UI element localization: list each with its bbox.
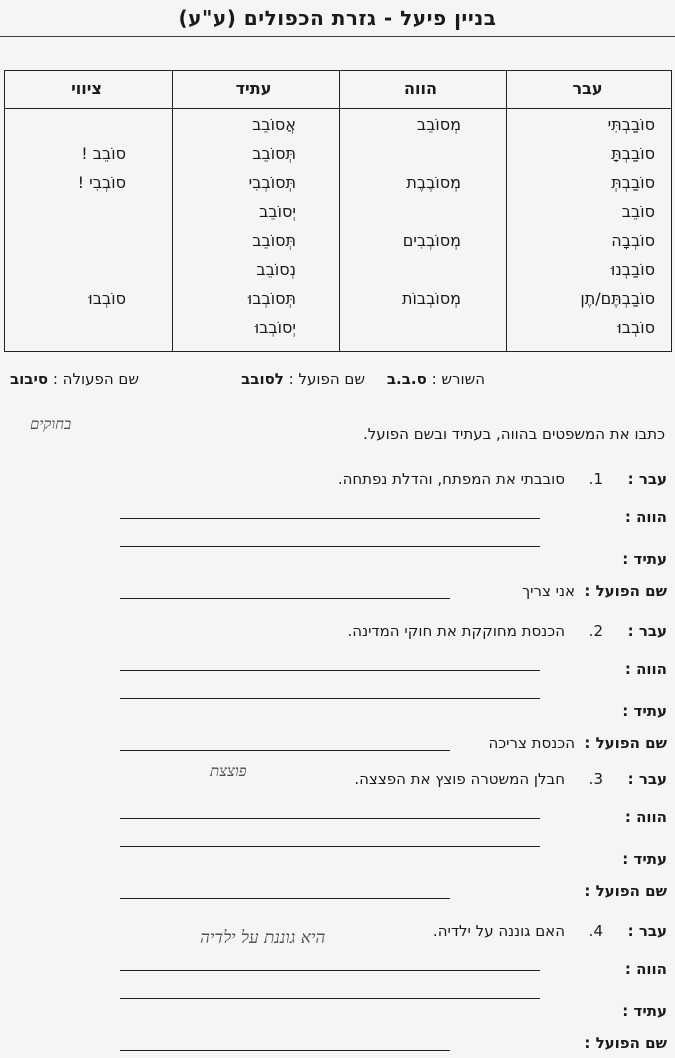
header-past: עבר [572, 79, 603, 98]
cell-past: סוֹבְבוּ [617, 318, 655, 337]
cell-past: סוֹבֵב [621, 202, 655, 221]
label-past: עבר : [627, 470, 667, 488]
cell-future: תְּסוֹבֵב [252, 144, 296, 163]
label-future: עתיד : [622, 702, 667, 720]
exercise-number: 4. [588, 922, 603, 940]
handwritten-note: היא גוננת על ילדיה [200, 928, 326, 948]
root-line-infinitive [241, 370, 365, 388]
answer-line[interactable] [120, 998, 540, 999]
header-imperative: ציווי [71, 79, 102, 98]
answer-line[interactable] [120, 518, 540, 519]
infinitive-prefix: הכנסת צריכה [488, 734, 575, 752]
exercise-sentence: חבלן המשטרה פוצץ את הפצצה. [354, 770, 565, 788]
column-divider [172, 71, 173, 351]
label-past: עבר : [627, 770, 667, 788]
cell-present: מְסוֹבְבִים [402, 231, 461, 250]
cell-future: תְּסוֹבְבוּ [247, 289, 296, 308]
handwritten-note: פוצצת [210, 762, 247, 780]
cell-future: אֲסוֹבֵב [252, 115, 296, 134]
instructions: כתבו את המשפטים בהווה, בעתיד ובשם הפועל. [362, 425, 665, 443]
answer-line[interactable] [120, 818, 540, 819]
root-label: השורש : [431, 370, 485, 388]
answer-line[interactable] [120, 898, 450, 899]
answer-line[interactable] [120, 970, 540, 971]
exercise-sentence: הכנסת מחוקקת את חוקי המדינה. [347, 622, 565, 640]
exercise-sentence: סובבתי את המפתח, והדלת נפתחה. [337, 470, 565, 488]
root-line-noun [10, 370, 139, 388]
cell-past: סוֹבְבָה [611, 231, 655, 250]
cell-past: סוֹבַבְתָּ [611, 144, 655, 163]
answer-line[interactable] [120, 750, 450, 751]
noun-value: סיבוב [10, 370, 49, 388]
label-present: הווה : [624, 960, 667, 978]
answer-line[interactable] [120, 546, 540, 547]
page-title: בניין פיעל - גזרת הכפולים (ע"ע) [178, 6, 497, 30]
label-future: עתיד : [622, 550, 667, 568]
root-line-root [387, 370, 485, 388]
exercise-number: 1. [588, 470, 603, 488]
header-present: הווה [404, 79, 437, 98]
cell-future: תְּסוֹבְבִי [248, 173, 296, 192]
label-future: עתיד : [622, 850, 667, 868]
label-present: הווה : [624, 660, 667, 678]
conjugation-table [4, 70, 672, 352]
cell-present: מְסוֹבֶבֶת [406, 173, 461, 192]
cell-past: סוֹבַבְתְּ [611, 173, 655, 192]
label-infinitive: שם הפועל : [584, 582, 667, 600]
column-divider [506, 71, 507, 351]
label-past: עבר : [627, 922, 667, 940]
label-infinitive: שם הפועל : [584, 1034, 667, 1052]
root-value: ס.ב.ב [386, 370, 427, 388]
infinitive-label: שם הפועל : [288, 370, 365, 388]
label-past: עבר : [627, 622, 667, 640]
cell-present: מְסוֹבְבוֹת [402, 289, 461, 308]
title-divider [0, 36, 675, 37]
label-present: הווה : [624, 508, 667, 526]
infinitive-prefix: אני צריך [522, 582, 575, 600]
answer-line[interactable] [120, 1050, 450, 1051]
handwritten-note: בחוקים [30, 415, 72, 433]
header-future: עתיד [235, 79, 272, 98]
label-present: הווה : [624, 808, 667, 826]
cell-future: יְסוֹבְבוּ [254, 318, 296, 337]
answer-line[interactable] [120, 698, 540, 699]
answer-line[interactable] [120, 846, 540, 847]
cell-future: תְּסוֹבֵב [252, 231, 296, 250]
cell-past: סוֹבַבְתִּי [607, 115, 655, 134]
cell-imperative: סוֹבֵב ! [81, 144, 126, 163]
exercise-sentence: האם גוננה על ילדיה. [432, 922, 565, 940]
cell-imperative: סוֹבְבוּ [88, 289, 126, 308]
label-infinitive: שם הפועל : [584, 882, 667, 900]
cell-past: סוֹבַבְתֶּם/תֶן [580, 289, 655, 308]
column-divider [339, 71, 340, 351]
cell-present: מְסוֹבֵב [416, 115, 461, 134]
infinitive-value: לסובב [241, 370, 284, 388]
cell-imperative: סוֹבְבִי ! [77, 173, 126, 192]
label-future: עתיד : [622, 1002, 667, 1020]
answer-line[interactable] [120, 670, 540, 671]
cell-future: יְסוֹבֵב [259, 202, 296, 221]
cell-future: נְסוֹבֵב [256, 260, 296, 279]
cell-past: סוֹבַבְנוּ [610, 260, 655, 279]
label-infinitive: שם הפועל : [584, 734, 667, 752]
exercise-number: 3. [588, 770, 603, 788]
answer-line[interactable] [120, 598, 450, 599]
noun-label: שם הפעולה : [52, 370, 139, 388]
exercise-number: 2. [588, 622, 603, 640]
